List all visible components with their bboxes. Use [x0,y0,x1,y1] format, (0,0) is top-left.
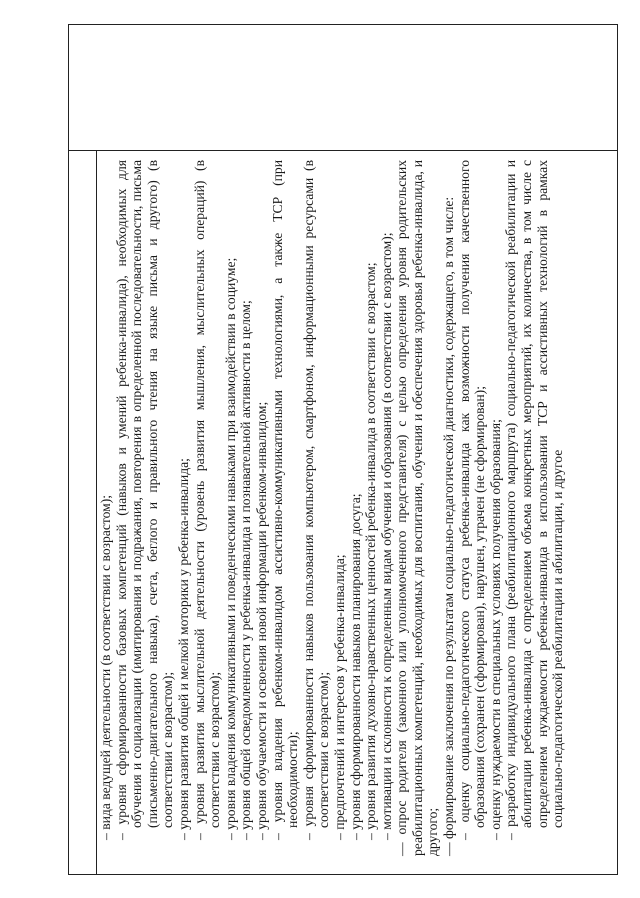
list-item: – уровня развития духовно-нравственных ценностей ребенка-инвалида в соответствии с возрастом; [363,262,379,840]
list-item: – вида ведущей деятельности (в соответствии с возрастом); [98,494,113,840]
list-item: – уровня владения коммуникативными и поведенческими навыками при взаимодействии в социуме; [222,257,238,840]
list-item: – уровня сформированности базовых компетенций (навыков и умений ребенка-инвалида), необходимых для обучения и социализации (имитирования и подражания, повторения в определенной последовательности, письма (письменно-двигательного навыка), счета, беглого и правильного чтения на языке письма и другого) (в соответствии с возрастом); [113,160,176,840]
list-item: – уровня владения ребенком-инвалидом ассистивно-коммуникативными технологиями, а также ТСР (при необходимости); [269,160,301,840]
list-item: – уровня сформированности навыков планирования досуга; [347,493,363,840]
list-item: – уровня развития мыслительной деятельности (уровень развития мышления, мыслительных операций) (в соответствии с возрастом); [191,160,223,840]
list-item: – мотивации и склонности к определенным видам обучения и образования (в соответствии с возрастом); [378,232,394,840]
list-item: – уровня общей осведомленности у ребенка-инвалида и познавательной активности в целом; [238,300,254,840]
list-item: — формирование заключения по результатам социально-педагогической диагностики, содержащего, в том числе: [441,196,457,856]
table-column-divider [96,150,97,875]
list-item: – разработку индивидуального плана (реабилитационного маршрута) социально-педагогической реабилитации и абилитации ребенка-инвалида с определением объема конкретных мероприятий, их количества, в том числе с определением нуждаемости ребенка-инвалида в использовании ТСР и ассистивных технологий в рамках социально-педагогической реабилитации и абилитации, и другое [503,160,566,840]
list-item: – уровня сформированности навыков пользования компьютером, смартфоном, информационными ресурсами (в соответствии с возрастом); [300,160,332,840]
list-item: – уровня обучаемости и освоения новой информации ребенком-инвалидом; [253,401,269,840]
rotated-page-content [98,158,618,858]
list-item: – оценку нуждаемости в специальных условиях получения образования; [487,419,503,840]
table-cell-text [98,160,566,856]
table-header-divider [68,150,618,151]
list-item: — опрос родителя (законного или уполномоченного представителя) с целью определения уровня родительских реабилитационных компетенций, необходимых для воспитания, обучения и обеспечения здоровья ребенка-инвалида, и другого; [394,160,441,856]
list-item: – уровня развития общей и мелкой моторики у ребенка-инвалида; [175,458,191,840]
list-item: – оценку социально-педагогического статуса ребенка-инвалида как возможности получения качественного образования (сохранен (сформирован), нарушен, утрачен (не сформирован); [456,160,488,840]
list-item: – предпочтений и интересов у ребенка-инвалида; [331,554,347,840]
